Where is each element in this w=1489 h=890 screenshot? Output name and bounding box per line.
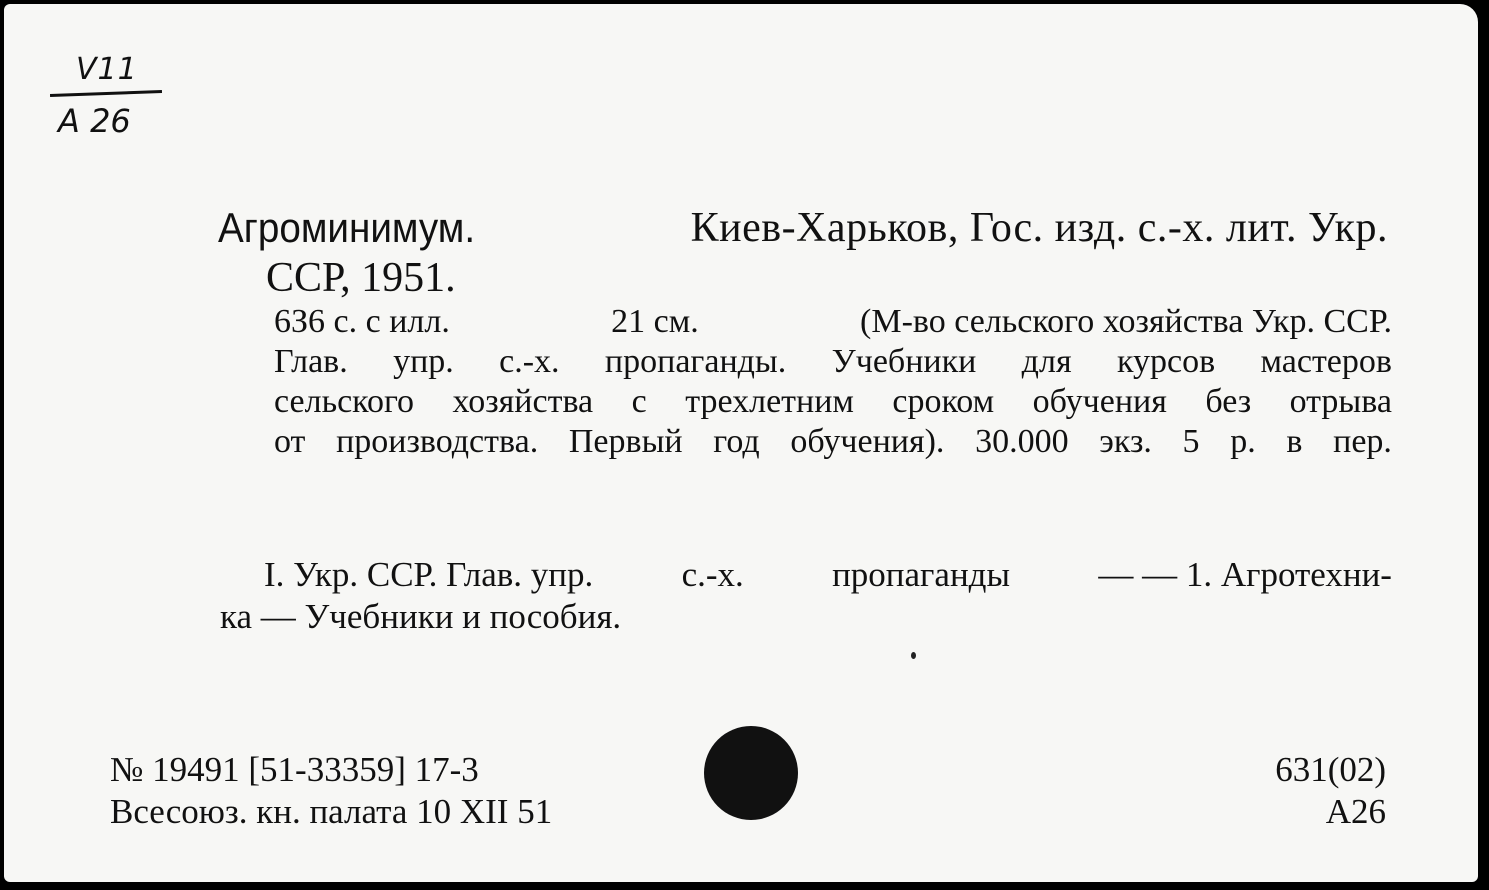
description-word: сроком (892, 383, 995, 420)
chamber-date: Всесоюз. кн. палата 10 XII 51 (110, 792, 553, 831)
description-word: Глав. (274, 343, 348, 380)
subject-segment: пропаганды (832, 555, 1011, 594)
subject-segment: I. Укр. ССР. Глав. упр. (264, 555, 594, 594)
description-word: в (1286, 423, 1303, 460)
description-word: с.-х. (499, 343, 560, 380)
description-word: р. (1230, 423, 1256, 460)
description-word: пропаганды. (604, 343, 787, 380)
description-word: отрыва (1289, 383, 1392, 420)
subject-headings (220, 554, 1392, 638)
card-number-block (110, 749, 552, 833)
description-word: курсов (1116, 343, 1216, 380)
description-word: производства. (336, 423, 539, 460)
description-word: 5 (1182, 423, 1200, 460)
author-mark: А26 (1325, 792, 1386, 831)
classification-block (1275, 749, 1386, 833)
description-line (274, 342, 1392, 382)
card-registration-number: № 19491 [51-33359] 17-3 (110, 750, 479, 789)
subject-line (220, 554, 1392, 596)
description-word: Первый (568, 423, 683, 460)
imprint-place-publisher: Киев-Харьков, Гос. изд. с.-х. лит. Укр. (690, 205, 1388, 251)
catalog-card (4, 4, 1478, 882)
description-line (274, 382, 1392, 422)
description-word: Учебники (831, 343, 977, 380)
description-line (274, 302, 1392, 342)
description-line (274, 422, 1392, 462)
description-word: трехлетним (685, 383, 854, 420)
description-word: 6З6 с. с илл. (274, 303, 450, 340)
physical-description (274, 302, 1392, 462)
subject-segment: — — 1. Агротехни- (1098, 555, 1392, 594)
shelfmark (50, 44, 170, 144)
subject-line: ка — Учебники и пособия. (220, 597, 622, 636)
title-line (218, 204, 1388, 258)
description-word: с (631, 383, 647, 420)
description-word: обучения (1032, 383, 1167, 420)
description-word: упр. (393, 343, 454, 380)
description-word: мастеров (1260, 343, 1392, 380)
description-word: 30.000 (975, 423, 1069, 460)
description-word: хозяйства (452, 383, 594, 420)
description-word: для (1021, 343, 1072, 380)
udc-classification: 631(02) (1275, 750, 1386, 789)
description-word: без (1205, 383, 1252, 420)
description-word: пер. (1333, 423, 1392, 460)
description-word: год (713, 423, 760, 460)
shelfmark-author-code: A 26 (58, 102, 131, 140)
description-word: от (274, 423, 306, 460)
description-word: (М-во сельского хозяйства Укр. ССР. (860, 303, 1392, 340)
punch-hole (704, 726, 798, 820)
shelfmark-divider (50, 90, 162, 97)
description-word: сельского (274, 383, 415, 420)
description-word: обучения). (790, 423, 945, 460)
subject-segment: с.-х. (681, 555, 744, 594)
imprint-continuation: ССР, 1951. (266, 255, 456, 301)
ink-speck (911, 652, 916, 659)
description-word: экз. (1099, 423, 1152, 460)
description-word: 21 см. (611, 303, 699, 340)
shelfmark-class: V11 (76, 52, 138, 87)
book-title: Агроминимум. (218, 204, 476, 251)
